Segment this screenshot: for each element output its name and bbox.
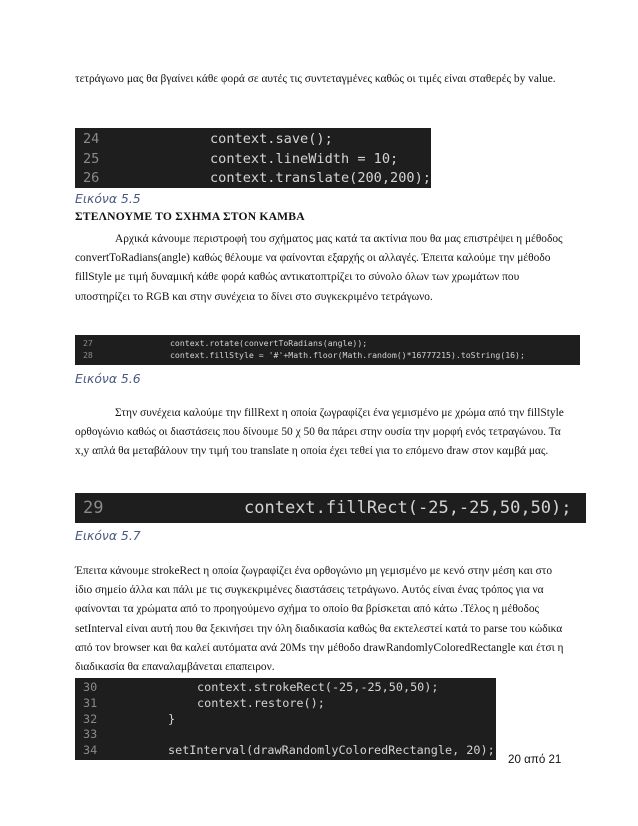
line-number: 34 (83, 743, 98, 758)
code-text: context.fillStyle = '#'+Math.floor(Math.random()*16777215).toString(16); (170, 349, 525, 360)
code-text: setInterval(drawRandomlyColoredRectangle, 20); (168, 743, 495, 758)
line-number: 32 (83, 711, 98, 726)
code-block-strokerect-setinterval (75, 678, 496, 760)
code-line (75, 150, 431, 170)
code-line (75, 727, 496, 743)
code-line (75, 169, 431, 188)
code-line (75, 678, 496, 696)
code-text: context.translate(200,200); (210, 170, 431, 186)
strokerect-paragraph: Έπειτα κάνουμε strokeRect η οποία ζωγραφίζει ένα ορθογώνιο μη γεμισμένο με κενό στην μέση και στο ίδιο σημείο άλλα και πάλι με τις συγκεκριμένες διαστάσεις τετράγωνο. Αυτός είναι ένας τρόπος για να φαίνονται τα χρώματα από το προηγούμενο σχήμα το οποίο θα βρίσκεται από κάτω .Τέλος η μέθοδος setInterval είναι αυτή που θα ξεκινήσει την όλη διαδικασία καθώς θα εκτελεστεί κατά το parse του κώδικα από τον browser και θα καλεί αυτόματα ανά 20Ms την μέθοδο drawRandomlyColoredRectangle και έτσι η διαδικασία θα επαναλαμβάνεται επαπειρον. (75, 565, 564, 674)
code-text: context.lineWidth = 10; (210, 150, 399, 167)
page-number: 20 από 21 (508, 753, 562, 766)
intro-paragraph: τετράγωνο μας θα βγαίνει κάθε φορά σε αυτές τις συντεταγμένες καθώς οι τιμές είναι σταθερές by value. (75, 73, 556, 85)
code-line (75, 696, 496, 712)
code-text: context.fillRect(-25,-25,50,50); (244, 498, 572, 518)
line-number: 24 (83, 131, 100, 147)
line-number: 27 (83, 338, 93, 348)
code-line (75, 712, 496, 728)
code-block-fillrect (75, 493, 586, 523)
code-line (75, 743, 496, 759)
code-text: context.restore(); (197, 695, 325, 710)
line-number: 30 (83, 680, 98, 694)
caption-figure-5-5: Εικόνα 5.5 (75, 191, 141, 206)
code-block-rotate-fillstyle (75, 335, 580, 365)
line-number: 26 (83, 170, 100, 186)
line-number: 25 (83, 150, 100, 167)
code-line (75, 128, 431, 150)
line-number: 28 (83, 349, 93, 360)
code-line (75, 350, 580, 362)
caption-figure-5-7: Εικόνα 5.7 (75, 528, 141, 543)
caption-figure-5-6: Εικόνα 5.6 (75, 371, 141, 386)
code-block-save-translate (75, 128, 431, 188)
code-text: context.rotate(convertToRadians(angle)); (170, 338, 368, 348)
rotate-paragraph: Αρχικά κάνουμε περιστροφή του σχήματος μας κατά τα ακτίνια που θα μας επιστρέψει η μέθοδος convertToRadians(angle) καθώς θέλουμε να φαίνονται εξαρχής οι αλλαγές. Έπειτα καλούμε την μέθοδο fillStyle με τιμή δυναμική κάθε φορά καθώς αντικατοπτρίζει το σύνολο όλων των χρωμάτων που υποστηρίζει το RGB και στην συνέχεια το δίνει στο συγκεκριμένο τετράγωνο. (75, 233, 563, 303)
code-line (75, 493, 586, 522)
code-text: context.save(); (210, 131, 333, 147)
fillrect-paragraph: Στην συνέχεια καλούμε την fillRext η οποία ζωγραφίζει ένα γεμισμένο με χρώμα από την fillStyle ορθογώνιο καθώς οι διαστάσεις που δίνουμε 50 χ 50 θα πάρει στην ουσία την μορφή ενός τετραγώνου. Τα x,y απλά θα μεταβάλουν την τιμή του translate η οποία έχει τεθεί για το επόμενο draw στον καμβά μας. (75, 407, 564, 458)
line-number: 33 (83, 727, 98, 742)
code-text: } (168, 711, 176, 726)
line-number: 31 (83, 695, 98, 710)
code-text: context.strokeRect(-25,-25,50,50); (197, 680, 439, 694)
line-number: 29 (83, 498, 104, 518)
code-line (75, 335, 580, 350)
section-heading: ΣΤΕΛΝΟΥΜΕ ΤΟ ΣΧΗΜΑ ΣΤΟΝ ΚΑΜΒΑ (75, 210, 305, 223)
